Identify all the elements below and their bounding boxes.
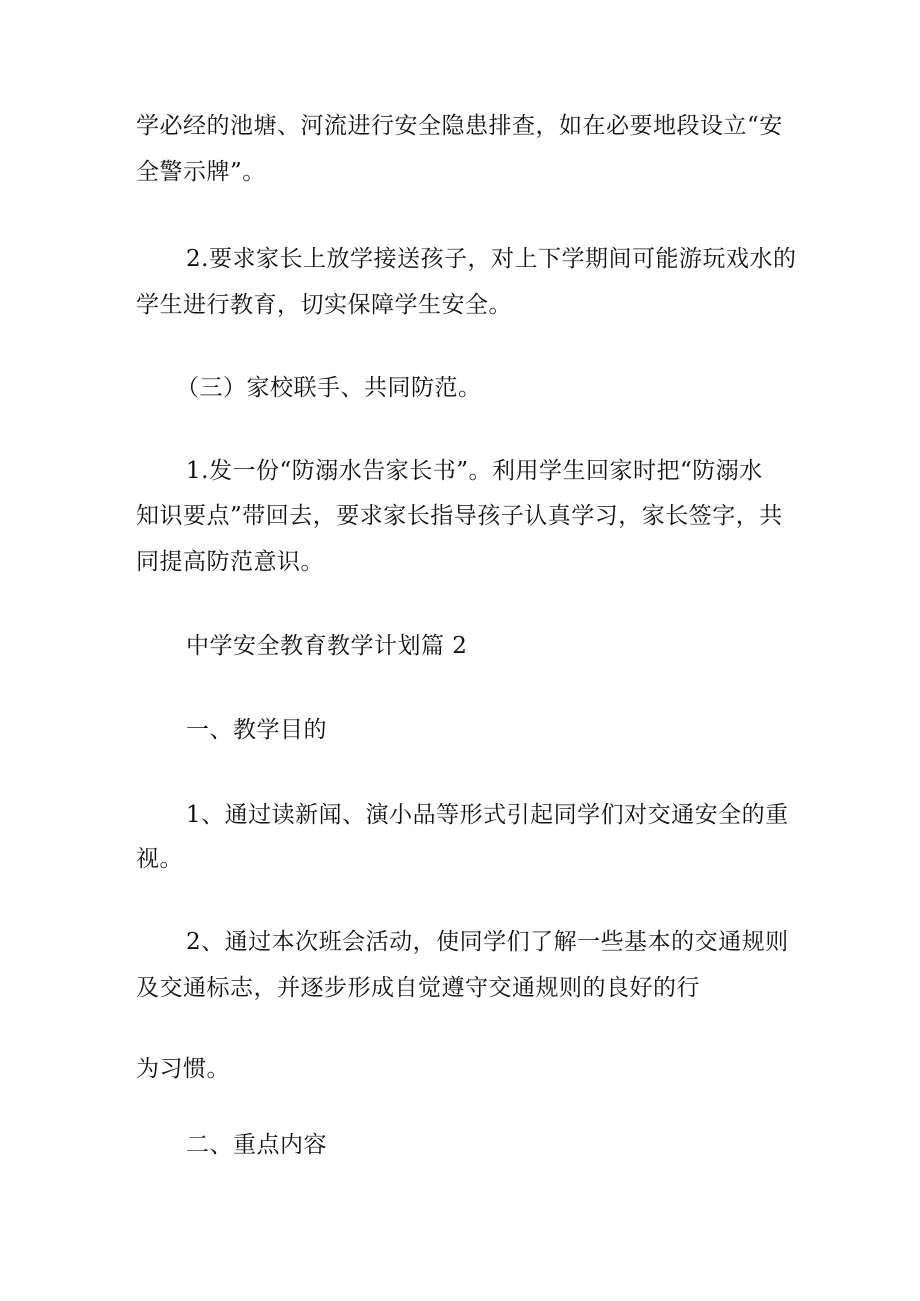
- paragraph-line: 1.发一份“防溺水告家长书”。利用学生回家时把“防溺水: [186, 458, 763, 484]
- paragraph-line: 1、通过读新闻、演小品等形式引起同学们对交通安全的重: [186, 802, 789, 828]
- paragraph-line: 知识要点”带回去，要求家长指导孩子认真学习，家长签字，共: [136, 503, 783, 529]
- paragraph-line: 2、通过本次班会活动，使同学们了解一些基本的交通规则: [186, 929, 789, 955]
- section-heading: （三）家校联手、共同防范。: [176, 375, 482, 401]
- paragraph-line: 全警示牌”。: [136, 159, 266, 185]
- paragraph-line: 视。: [136, 846, 183, 872]
- paragraph-line: 同提高防范意识。: [136, 549, 324, 575]
- paragraph-line: 及交通标志，并逐步形成自觉遵守交通规则的良好的行: [136, 975, 700, 1001]
- section-heading: 一、教学目的: [186, 717, 327, 743]
- paragraph-line: 学必经的池塘、河流进行安全隐患排查，如在必要地段设立“安: [136, 113, 783, 139]
- section-heading: 二、重点内容: [186, 1132, 327, 1158]
- paragraph-line: 学生进行教育，切实保障学生安全。: [136, 292, 512, 318]
- article-title: 中学安全教育教学计划篇 2: [186, 633, 468, 659]
- paragraph-line: 为习惯。: [136, 1056, 230, 1082]
- paragraph-line: 2.要求家长上放学接送孩子，对上下学期间可能游玩戏水的: [186, 246, 797, 272]
